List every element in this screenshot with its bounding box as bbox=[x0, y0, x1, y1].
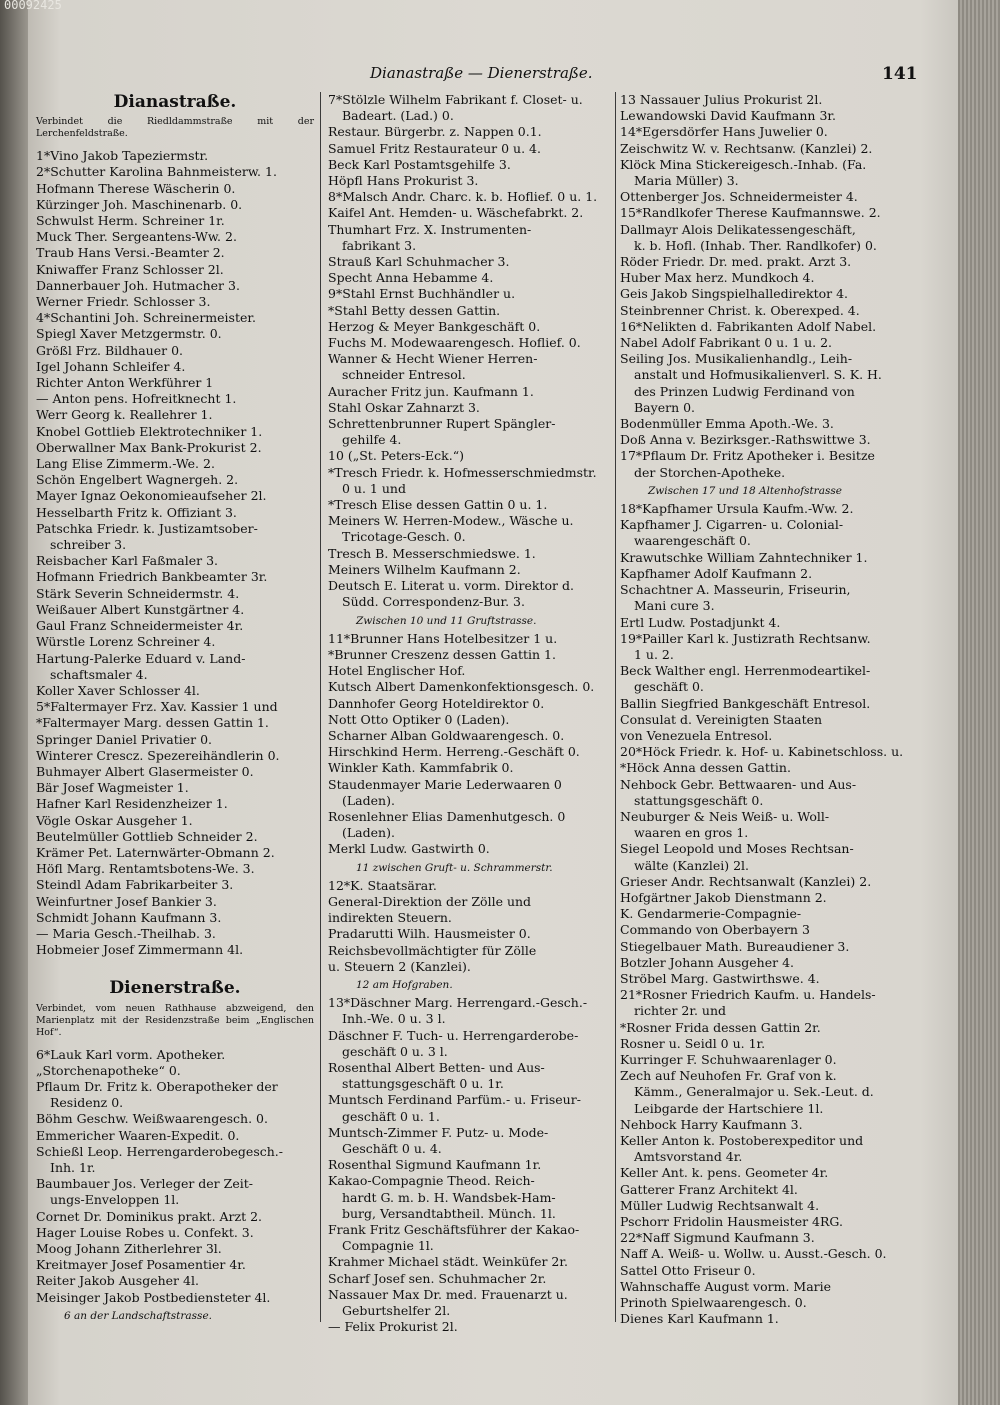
directory-entry: Beck Karl Postamtsgehilfe 3. bbox=[328, 156, 511, 172]
directory-entry: *Faltermayer Marg. dessen Gattin 1. bbox=[36, 715, 269, 731]
entry-continuation: ungs-Enveloppen 1l. bbox=[50, 1192, 180, 1208]
directory-entry: Springer Daniel Privatier 0. bbox=[36, 731, 213, 747]
directory-entry: Moog Johann Zitherlehrer 3l. bbox=[36, 1241, 222, 1256]
directory-entry: Beutelmüller Gottlieb Schneider 2. bbox=[36, 828, 258, 844]
directory-entry: Staudenmayer Marie Lederwaaren 0 bbox=[328, 776, 562, 792]
directory-entry: *Brunner Creszenz dessen Gattin 1. bbox=[328, 646, 556, 662]
directory-entry: u. Steuern 2 (Kanzlei). bbox=[328, 958, 471, 974]
directory-entry: Auracher Fritz jun. Kaufmann 1. bbox=[328, 383, 534, 399]
entry-continuation: Geschäft 0 u. 4. bbox=[342, 1141, 442, 1156]
directory-entry: Hager Louise Robes u. Confekt. 3. bbox=[36, 1224, 254, 1240]
directory-entry: Muck Ther. Sergeantens-Ww. 2. bbox=[36, 229, 237, 245]
entry-continuation: Compagnie 1l. bbox=[342, 1238, 434, 1254]
directory-entry: Müller Ludwig Rechtsanwalt 4. bbox=[620, 1197, 820, 1213]
directory-entry: Muntsch-Zimmer F. Putz- u. Mode- bbox=[328, 1124, 549, 1140]
directory-entry: Scharf Josef sen. Schuhmacher 2r. bbox=[328, 1270, 547, 1286]
directory-entry: Krämer Pet. Laternwärter-Obmann 2. bbox=[36, 844, 275, 860]
directory-entry: Steindl Adam Fabrikarbeiter 3. bbox=[36, 877, 234, 893]
directory-entry: Höfl Marg. Rentamtsbotens-We. 3. bbox=[36, 861, 255, 877]
directory-entry: Böhm Geschw. Weißwaarengesch. 0. bbox=[36, 1111, 268, 1127]
entry-continuation: 0 u. 1 und bbox=[342, 480, 406, 496]
entry-continuation: stattungsgeschäft 0 u. 1r. bbox=[342, 1076, 504, 1092]
directory-entry: Steinbrenner Christ. k. Oberexped. 4. bbox=[620, 302, 860, 318]
entry-continuation: gehilfe 4. bbox=[342, 432, 402, 448]
directory-entry: Wahnschaffe August vorm. Marie bbox=[620, 1278, 832, 1294]
directory-entry: Stärk Severin Schneidermstr. 4. bbox=[36, 585, 240, 601]
directory-entry: Hartung-Palerke Eduard v. Land- bbox=[36, 650, 246, 666]
directory-entry: Reisbacher Karl Faßmaler 3. bbox=[36, 553, 219, 569]
directory-entry: — Maria Gesch.-Theilhab. 3. bbox=[36, 925, 216, 941]
directory-entry: 22*Naff Sigmund Kaufmann 3. bbox=[620, 1230, 815, 1246]
directory-entry: *Tresch Elise dessen Gattin 0 u. 1. bbox=[328, 497, 548, 513]
directory-entry: Kutsch Albert Damenkonfektionsgesch. 0. bbox=[328, 679, 595, 695]
directory-entry: Däschner F. Tuch- u. Herrengarderobe- bbox=[328, 1027, 579, 1043]
directory-entry: Thumhart Frz. X. Instrumenten- bbox=[328, 221, 532, 237]
street-heading: Dienerstraße. bbox=[109, 978, 241, 999]
directory-entry: Keller Anton k. Postoberexpeditor und bbox=[620, 1133, 864, 1148]
page-number: 141 bbox=[882, 64, 918, 84]
directory-entry: *Höck Anna dessen Gattin. bbox=[620, 760, 791, 776]
directory-entry: Stiegelbauer Math. Bureaudiener 3. bbox=[620, 938, 850, 954]
entry-continuation: Maria Müller) 3. bbox=[634, 173, 739, 189]
directory-entry: Röder Friedr. Dr. med. prakt. Arzt 3. bbox=[620, 254, 852, 270]
directory-entry: Igel Johann Schleifer 4. bbox=[36, 358, 186, 374]
directory-entry: Rosner u. Seidl 0 u. 1r. bbox=[620, 1035, 766, 1051]
entry-continuation: Kämm., Generalmajor u. Sek.-Leut. d. bbox=[634, 1084, 874, 1100]
directory-entry: Größl Frz. Bildhauer 0. bbox=[36, 342, 183, 358]
directory-entry: Hotel Englischer Hof. bbox=[328, 663, 466, 679]
entry-continuation: burg, Versandtabtheil. Münch. 1l. bbox=[342, 1205, 556, 1221]
directory-entry: Gatterer Franz Architekt 4l. bbox=[620, 1181, 798, 1197]
directory-entry: Schwulst Herm. Schreiner 1r. bbox=[36, 213, 225, 229]
directory-entry: Pradarutti Wilh. Hausmeister 0. bbox=[328, 926, 531, 942]
directory-entry: Nassauer Max Dr. med. Frauenarzt u. bbox=[328, 1286, 568, 1302]
page-gutter-left bbox=[0, 0, 28, 1405]
directory-entry: Ströbel Marg. Gastwirthswe. 4. bbox=[620, 970, 820, 986]
entry-continuation: fabrikant 3. bbox=[342, 237, 417, 253]
cross-reference: Zwischen 10 und 11 Gruftstrasse. bbox=[356, 614, 537, 627]
street-heading: Dianastraße. bbox=[113, 92, 237, 112]
directory-entry: Oberwallner Max Bank-Prokurist 2. bbox=[36, 439, 262, 455]
directory-entry: Dannhofer Georg Hoteldirektor 0. bbox=[328, 695, 545, 711]
directory-entry: Schön Engelbert Wagnergeh. 2. bbox=[36, 472, 239, 488]
entry-continuation: Inh. 1r. bbox=[50, 1159, 96, 1175]
entry-continuation: (Laden). bbox=[342, 825, 395, 841]
directory-entry: Samuel Fritz Restaurateur 0 u. 4. bbox=[328, 140, 541, 156]
column-3 bbox=[620, 92, 920, 1327]
directory-entry: Consulat d. Vereinigten Staaten bbox=[620, 711, 823, 727]
directory-entry: Nabel Adolf Fabrikant 0 u. 1 u. 2. bbox=[620, 335, 833, 351]
entry-continuation: Residenz 0. bbox=[50, 1095, 124, 1111]
directory-entry: 11*Brunner Hans Hotelbesitzer 1 u. bbox=[328, 630, 558, 646]
street-note: Verbindet die Riedldammstraße mit der Lerchenfeldstraße. bbox=[36, 116, 314, 140]
directory-entry: Bodenmüller Emma Apoth.-We. 3. bbox=[620, 416, 834, 432]
directory-entry: Bär Josef Wagmeister 1. bbox=[36, 780, 189, 796]
directory-entry: Dienes Karl Kaufmann 1. bbox=[620, 1311, 779, 1327]
directory-entry: Lang Elise Zimmerm.-We. 2. bbox=[36, 456, 215, 472]
directory-entry: 16*Nelikten d. Fabrikanten Adolf Nabel. bbox=[620, 318, 877, 334]
directory-entry: 6*Lauk Karl vorm. Apotheker. bbox=[36, 1046, 226, 1062]
directory-entry: Schmidt Johann Kaufmann 3. bbox=[36, 909, 222, 925]
entry-continuation: waaren en gros 1. bbox=[634, 825, 749, 841]
entry-continuation: Tricotage-Gesch. 0. bbox=[342, 529, 466, 545]
directory-entry: Doß Anna v. Bezirksger.-Rathswittwe 3. bbox=[620, 432, 871, 448]
directory-entry: Grieser Andr. Rechtsanwalt (Kanzlei) 2. bbox=[620, 873, 872, 889]
directory-entry: Nehbock Harry Kaufmann 3. bbox=[620, 1116, 803, 1132]
directory-entry: Kreitmayer Josef Posamentier 4r. bbox=[36, 1257, 246, 1273]
scan-id: 00092425 bbox=[4, 0, 62, 12]
directory-entry: Prinoth Spielwaarengesch. 0. bbox=[620, 1295, 807, 1311]
cross-reference: 6 an der Landschaftstrasse. bbox=[64, 1309, 212, 1322]
directory-entry: Patschka Friedr. k. Justizamtsober- bbox=[36, 520, 258, 536]
directory-entry: von Venezuela Entresol. bbox=[620, 727, 773, 743]
entry-continuation: Amtsvorstand 4r. bbox=[634, 1149, 743, 1165]
directory-entry: Stahl Oskar Zahnarzt 3. bbox=[328, 399, 480, 415]
entry-continuation: schreiber 3. bbox=[50, 537, 127, 553]
directory-entry: General-Direktion der Zölle und bbox=[328, 893, 532, 909]
directory-entry: Werner Friedr. Schlosser 3. bbox=[36, 294, 211, 310]
directory-entry: 12*K. Staatsärar. bbox=[328, 877, 437, 893]
entry-continuation: des Prinzen Ludwig Ferdinand von bbox=[634, 383, 855, 399]
entry-continuation: geschäft 0 u. 3 l. bbox=[342, 1043, 448, 1059]
directory-entry: Siegel Leopold und Moses Rechtsan- bbox=[620, 841, 854, 857]
directory-entry: Kniwaffer Franz Schlosser 2l. bbox=[36, 261, 224, 277]
directory-entry: 4*Schantini Joh. Schreinermeister. bbox=[36, 310, 256, 326]
directory-entry: 13*Däschner Marg. Herrengard.-Gesch.- bbox=[328, 995, 588, 1011]
entry-continuation: wälte (Kanzlei) 2l. bbox=[634, 857, 750, 873]
directory-entry: Kürzinger Joh. Maschinenarb. 0. bbox=[36, 196, 243, 212]
directory-entry: — Anton pens. Hofreitknecht 1. bbox=[36, 391, 237, 407]
directory-entry: Geis Jakob Singspielhalledirektor 4. bbox=[620, 286, 848, 302]
directory-entry: Hofmann Therese Wäscherin 0. bbox=[36, 180, 236, 196]
directory-entry: Gaul Franz Schneidermeister 4r. bbox=[36, 618, 244, 634]
column-rule-2 bbox=[615, 92, 616, 1322]
directory-entry: Dallmayr Alois Delikatessengeschäft, bbox=[620, 221, 856, 237]
directory-entry: indirekten Steuern. bbox=[328, 910, 452, 926]
directory-entry: 19*Pailler Karl k. Justizrath Rechtsanw. bbox=[620, 630, 871, 646]
directory-entry: Sattel Otto Friseur 0. bbox=[620, 1262, 756, 1278]
directory-entry: Naff A. Weiß- u. Wollw. u. Ausst.-Gesch. 0. bbox=[620, 1246, 887, 1262]
directory-entry: Specht Anna Hebamme 4. bbox=[328, 270, 494, 286]
directory-entry: Hofgärtner Jakob Dienstmann 2. bbox=[620, 889, 827, 905]
directory-entry: Dannerbauer Joh. Hutmacher 3. bbox=[36, 277, 240, 293]
entry-continuation: Bayern 0. bbox=[634, 399, 696, 415]
directory-entry: Lewandowski David Kaufmann 3r. bbox=[620, 108, 836, 124]
entry-continuation: k. b. Hofl. (Inhab. Ther. Randlkofer) 0. bbox=[634, 237, 877, 253]
cross-reference: 11 zwischen Gruft- u. Schrammerstr. bbox=[356, 861, 553, 874]
directory-entry: Krahmer Michael städt. Weinküfer 2r. bbox=[328, 1254, 568, 1270]
directory-entry: Frank Fritz Geschäftsführer der Kakao- bbox=[328, 1222, 580, 1238]
directory-entry: Schrettenbrunner Rupert Spängler- bbox=[328, 416, 556, 432]
street-note: Verbindet, vom neuen Rathhause abzweigend, den Marienplatz mit der Residenzstraße beim „Englischen Hof“. bbox=[36, 1002, 314, 1038]
directory-entry: Kurringer F. Schuhwaarenlager 0. bbox=[620, 1051, 837, 1067]
entry-continuation: Südd. Correspondenz-Bur. 3. bbox=[342, 594, 525, 610]
directory-entry: Kapfhamer J. Cigarren- u. Colonial- bbox=[620, 517, 844, 533]
directory-entry: Neuburger & Neis Weiß- u. Woll- bbox=[620, 808, 830, 824]
directory-entry: 13 Nassauer Julius Prokurist 2l. bbox=[620, 92, 823, 107]
directory-entry: Weinfurtner Josef Bankier 3. bbox=[36, 893, 217, 909]
entry-continuation: Mani cure 3. bbox=[634, 598, 715, 614]
directory-entry: 15*Randlkofer Therese Kaufmannswe. 2. bbox=[620, 205, 881, 221]
entry-continuation: Badeart. (Lad.) 0. bbox=[342, 108, 454, 124]
column-2 bbox=[328, 92, 614, 1335]
directory-entry: 5*Faltermayer Frz. Xav. Kassier 1 und bbox=[36, 699, 278, 715]
entry-continuation: der Storchen-Apotheke. bbox=[634, 464, 786, 480]
running-head: Dianastraße — Dienerstraße. bbox=[370, 64, 593, 82]
directory-entry: Scharner Alban Goldwaarengesch. 0. bbox=[328, 727, 565, 743]
entry-continuation: geschäft 0 u. 1. bbox=[342, 1108, 440, 1124]
directory-entry: Schachtner A. Masseurin, Friseurin, bbox=[620, 582, 851, 598]
directory-entry: Wanner & Hecht Wiener Herren- bbox=[328, 351, 538, 367]
directory-entry: Kakao-Compagnie Theod. Reich- bbox=[328, 1173, 535, 1189]
directory-entry: Muntsch Ferdinand Parfüm.- u. Friseur- bbox=[328, 1092, 581, 1108]
directory-entry: Merkl Ludw. Gastwirth 0. bbox=[328, 841, 490, 857]
directory-entry: Ottenberger Jos. Schneidermeister 4. bbox=[620, 189, 858, 205]
directory-entry: 17*Pflaum Dr. Fritz Apotheker i. Besitze bbox=[620, 448, 875, 464]
directory-entry: Vögle Oskar Ausgeher 1. bbox=[36, 812, 193, 828]
directory-entry: Klöck Mina Stickereigesch.-Inhab. (Fa. bbox=[620, 156, 867, 172]
entry-continuation: schneider Entresol. bbox=[342, 367, 466, 383]
column-rule-1 bbox=[320, 92, 321, 1322]
directory-entry: 8*Malsch Andr. Charc. k. b. Hoflief. 0 u. 1. bbox=[328, 189, 598, 205]
directory-entry: Knobel Gottlieb Elektrotechniker 1. bbox=[36, 423, 263, 439]
directory-entry: — Felix Prokurist 2l. bbox=[328, 1319, 458, 1335]
directory-entry: Buhmayer Albert Glasermeister 0. bbox=[36, 763, 254, 779]
directory-entry: Nott Otto Optiker 0 (Laden). bbox=[328, 711, 510, 727]
entry-continuation: 1 u. 2. bbox=[634, 646, 674, 662]
directory-entry: Ertl Ludw. Postadjunkt 4. bbox=[620, 614, 781, 630]
directory-entry: Traub Hans Versi.-Beamter 2. bbox=[36, 245, 225, 261]
entry-continuation: Inh.-We. 0 u. 3 l. bbox=[342, 1011, 446, 1027]
directory-entry: Winkler Kath. Kammfabrik 0. bbox=[328, 760, 514, 776]
directory-entry: Meiners Wilhelm Kaufmann 2. bbox=[328, 561, 521, 577]
directory-entry: 7*Stölzle Wilhelm Fabrikant f. Closet- u. bbox=[328, 92, 583, 107]
entry-continuation: richter 2r. und bbox=[634, 1003, 726, 1019]
directory-entry: Pflaum Dr. Fritz k. Oberapotheker der bbox=[36, 1078, 278, 1094]
directory-entry: Hafner Karl Residenzheizer 1. bbox=[36, 796, 228, 812]
directory-entry: Seiling Jos. Musikalienhandlg., Leih- bbox=[620, 351, 853, 367]
directory-entry: Werr Georg k. Reallehrer 1. bbox=[36, 407, 213, 423]
directory-entry: „Storchenapotheke“ 0. bbox=[36, 1062, 181, 1078]
directory-entry: Strauß Karl Schuhmacher 3. bbox=[328, 254, 510, 270]
page-edges-right bbox=[958, 0, 1000, 1405]
directory-entry: Weißauer Albert Kunstgärtner 4. bbox=[36, 601, 245, 617]
directory-entry: Beck Walther engl. Herrenmodeartikel- bbox=[620, 663, 871, 679]
entry-continuation: schaftsmaler 4. bbox=[50, 666, 148, 682]
column-1 bbox=[36, 92, 314, 1326]
directory-entry: Restaur. Bürgerbr. z. Nappen 0.1. bbox=[328, 124, 542, 140]
directory-entry: Deutsch E. Literat u. vorm. Direktor d. bbox=[328, 578, 574, 594]
directory-entry: *Rosner Frida dessen Gattin 2r. bbox=[620, 1019, 821, 1035]
directory-entry: Kapfhamer Adolf Kaufmann 2. bbox=[620, 565, 813, 581]
entry-continuation: hardt G. m. b. H. Wandsbek-Ham- bbox=[342, 1189, 556, 1205]
directory-entry: Ballin Siegfried Bankgeschäft Entresol. bbox=[620, 695, 871, 711]
directory-entry: K. Gendarmerie-Compagnie- bbox=[620, 906, 802, 922]
entry-continuation: Leibgarde der Hartschiere 1l. bbox=[634, 1100, 824, 1116]
entry-continuation: Geburtshelfer 2l. bbox=[342, 1303, 451, 1319]
directory-entry: Zeischwitz W. v. Rechtsanw. (Kanzlei) 2. bbox=[620, 140, 873, 156]
directory-entry: Reichsbevollmächtigter für Zölle bbox=[328, 942, 537, 958]
entry-continuation: (Laden). bbox=[342, 792, 395, 808]
directory-entry: 10 („St. Peters-Eck.“) bbox=[328, 448, 464, 464]
directory-entry: Zech auf Neuhofen Fr. Graf von k. bbox=[620, 1068, 837, 1084]
directory-entry: Fuchs M. Modewaarengesch. Hoflief. 0. bbox=[328, 335, 581, 351]
directory-entry: Pschorr Fridolin Hausmeister 4RG. bbox=[620, 1214, 843, 1230]
directory-entry: 1*Vino Jakob Tapeziermstr. bbox=[36, 148, 209, 164]
cross-reference: Zwischen 17 und 18 Altenhofstrasse bbox=[648, 484, 842, 497]
entry-continuation: geschäft 0. bbox=[634, 679, 704, 695]
directory-entry: Tresch B. Messerschmiedswe. 1. bbox=[328, 545, 536, 561]
directory-entry: Schießl Leop. Herrengarderobegesch.- bbox=[36, 1143, 283, 1159]
directory-entry: Hobmeier Josef Zimmermann 4l. bbox=[36, 942, 244, 958]
directory-entry: Botzler Johann Ausgeher 4. bbox=[620, 954, 794, 970]
directory-entry: Mayer Ignaz Oekonomieaufseher 2l. bbox=[36, 488, 267, 504]
directory-entry: Emmericher Waaren-Expedit. 0. bbox=[36, 1127, 240, 1143]
directory-entry: Rosenthal Sigmund Kaufmann 1r. bbox=[328, 1157, 542, 1173]
directory-entry: Hirschkind Herm. Herreng.-Geschäft 0. bbox=[328, 744, 580, 760]
directory-entry: 21*Rosner Friedrich Kaufm. u. Handels- bbox=[620, 987, 876, 1003]
directory-entry: 9*Stahl Ernst Buchhändler u. bbox=[328, 286, 516, 302]
directory-entry: Baumbauer Jos. Verleger der Zeit- bbox=[36, 1176, 253, 1192]
directory-entry: Rosenlehner Elias Damenhutgesch. 0 bbox=[328, 808, 566, 824]
directory-entry: Herzog & Meyer Bankgeschäft 0. bbox=[328, 318, 541, 334]
directory-entry: Huber Max herz. Mundkoch 4. bbox=[620, 270, 815, 286]
directory-entry: Höpfl Hans Prokurist 3. bbox=[328, 173, 479, 189]
directory-entry: Nehbock Gebr. Bettwaaren- und Aus- bbox=[620, 776, 857, 792]
directory-entry: Spiegl Xaver Metzgermstr. 0. bbox=[36, 326, 222, 342]
entry-continuation: anstalt und Hofmusikalienverl. S. K. H. bbox=[634, 367, 882, 383]
directory-entry: Reiter Jakob Ausgeher 4l. bbox=[36, 1273, 199, 1289]
directory-entry: 14*Egersdörfer Hans Juwelier 0. bbox=[620, 124, 828, 140]
directory-entry: Würstle Lorenz Schreiner 4. bbox=[36, 634, 216, 650]
directory-entry: Kaifel Ant. Hemden- u. Wäschefabrkt. 2. bbox=[328, 205, 584, 221]
entry-continuation: waarengeschäft 0. bbox=[634, 533, 751, 549]
directory-entry: Keller Ant. k. pens. Geometer 4r. bbox=[620, 1165, 829, 1181]
directory-entry: *Tresch Friedr. k. Hofmesserschmiedmstr. bbox=[328, 464, 597, 480]
cross-reference: 12 am Hofgraben. bbox=[356, 978, 453, 991]
directory-entry: Hesselbarth Fritz k. Offiziant 3. bbox=[36, 504, 237, 520]
directory-entry: 20*Höck Friedr. k. Hof- u. Kabinetschloss. u. bbox=[620, 744, 904, 760]
directory-entry: Krawutschke William Zahntechniker 1. bbox=[620, 549, 868, 565]
entry-continuation: stattungsgeschäft 0. bbox=[634, 792, 764, 808]
directory-entry: Winterer Crescz. Spezereihändlerin 0. bbox=[36, 747, 280, 763]
directory-entry: 2*Schutter Karolina Bahnmeisterw. 1. bbox=[36, 164, 277, 180]
directory-entry: *Stahl Betty dessen Gattin. bbox=[328, 302, 501, 318]
directory-entry: Rosenthal Albert Betten- und Aus- bbox=[328, 1059, 545, 1075]
directory-entry: Commando von Oberbayern 3 bbox=[620, 922, 810, 938]
directory-entry: Cornet Dr. Dominikus prakt. Arzt 2. bbox=[36, 1208, 263, 1224]
directory-entry: Hofmann Friedrich Bankbeamter 3r. bbox=[36, 569, 268, 585]
directory-entry: Meisinger Jakob Postbediensteter 4l. bbox=[36, 1289, 271, 1305]
directory-entry: Koller Xaver Schlosser 4l. bbox=[36, 682, 200, 698]
directory-entry: Meiners W. Herren-Modew., Wäsche u. bbox=[328, 513, 574, 529]
directory-entry: 18*Kapfhamer Ursula Kaufm.-Ww. 2. bbox=[620, 501, 854, 517]
directory-entry: Richter Anton Werkführer 1 bbox=[36, 375, 214, 391]
